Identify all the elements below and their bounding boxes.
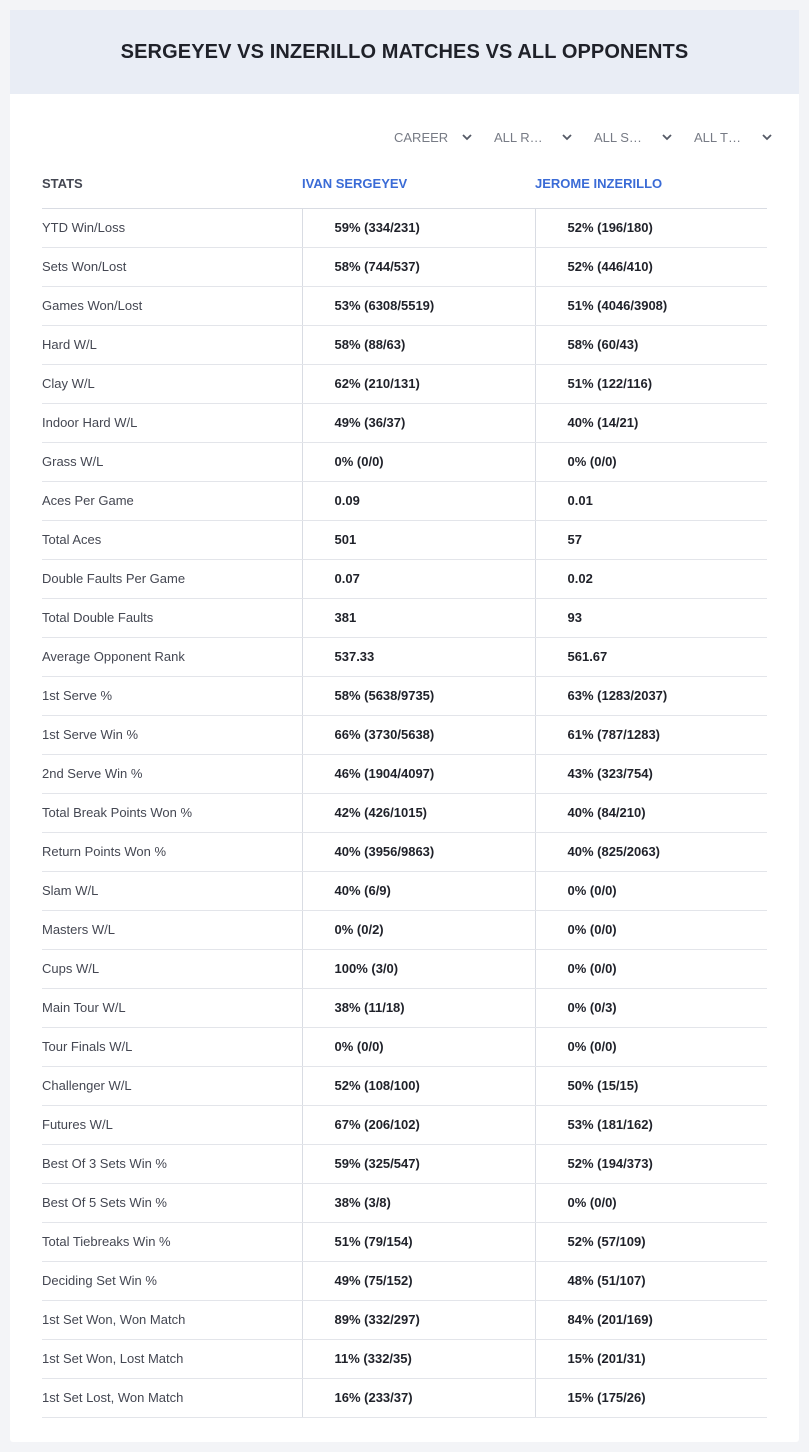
stat-label: Indoor Hard W/L	[42, 403, 302, 442]
player2-stat-value: 0.02	[535, 559, 767, 598]
player1-stat-value: 381	[302, 598, 535, 637]
player2-stat-value: 63% (1283/2037)	[535, 676, 767, 715]
stat-label: 1st Set Won, Won Match	[42, 1300, 302, 1339]
player1-stat-value: 46% (1904/4097)	[302, 754, 535, 793]
stats-table	[42, 160, 767, 1418]
player1-stat-value: 49% (75/152)	[302, 1261, 535, 1300]
player2-stat-value: 52% (446/410)	[535, 247, 767, 286]
filter-period-value: CAREER	[394, 129, 449, 145]
table-row	[42, 910, 767, 949]
stats-table-body	[42, 208, 767, 1417]
player2-stat-value: 40% (84/210)	[535, 793, 767, 832]
player2-stat-value: 0% (0/0)	[535, 442, 767, 481]
player1-stat-value: 0% (0/2)	[302, 910, 535, 949]
table-row	[42, 598, 767, 637]
stat-label: Total Aces	[42, 520, 302, 559]
player2-stat-value: 84% (201/169)	[535, 1300, 767, 1339]
table-row	[42, 793, 767, 832]
player1-stat-value: 52% (108/100)	[302, 1066, 535, 1105]
filter-tournament-select[interactable]	[684, 126, 784, 148]
stat-label: Grass W/L	[42, 442, 302, 481]
stat-label: Masters W/L	[42, 910, 302, 949]
player2-stat-value: 53% (181/162)	[535, 1105, 767, 1144]
table-row	[42, 403, 767, 442]
stat-label: Return Points Won %	[42, 832, 302, 871]
player1-stat-value: 537.33	[302, 637, 535, 676]
player2-stat-value: 93	[535, 598, 767, 637]
stat-label: 1st Set Won, Lost Match	[42, 1339, 302, 1378]
stat-label: Hard W/L	[42, 325, 302, 364]
table-row	[42, 1222, 767, 1261]
player2-stat-value: 61% (787/1283)	[535, 715, 767, 754]
player1-stat-value: 59% (325/547)	[302, 1144, 535, 1183]
player1-stat-value: 58% (5638/9735)	[302, 676, 535, 715]
player1-stat-value: 0% (0/0)	[302, 1027, 535, 1066]
stat-label: 1st Set Lost, Won Match	[42, 1378, 302, 1417]
stat-label: YTD Win/Loss	[42, 208, 302, 247]
stats-column-header: STATS	[42, 160, 302, 208]
table-row	[42, 286, 767, 325]
player1-stat-value: 53% (6308/5519)	[302, 286, 535, 325]
filter-bar	[384, 126, 784, 148]
player2-stat-value: 0% (0/0)	[535, 871, 767, 910]
table-row	[42, 871, 767, 910]
table-row	[42, 832, 767, 871]
player1-stat-value: 58% (88/63)	[302, 325, 535, 364]
player1-stat-value: 42% (426/1015)	[302, 793, 535, 832]
player2-stat-value: 15% (175/26)	[535, 1378, 767, 1417]
player1-stat-value: 40% (3956/9863)	[302, 832, 535, 871]
table-row	[42, 1066, 767, 1105]
stat-label: Slam W/L	[42, 871, 302, 910]
player1-stat-value: 0.07	[302, 559, 535, 598]
player2-stat-value: 15% (201/31)	[535, 1339, 767, 1378]
player2-stat-value: 57	[535, 520, 767, 559]
player2-column-header[interactable]: JEROME INZERILLO	[535, 160, 767, 208]
table-row	[42, 715, 767, 754]
table-row	[42, 949, 767, 988]
player1-stat-value: 38% (11/18)	[302, 988, 535, 1027]
player2-stat-value: 0% (0/3)	[535, 988, 767, 1027]
player1-stat-value: 66% (3730/5638)	[302, 715, 535, 754]
chevron-down-icon	[560, 130, 574, 144]
table-header-row	[42, 160, 767, 208]
table-row	[42, 1183, 767, 1222]
table-row	[42, 1027, 767, 1066]
table-row	[42, 559, 767, 598]
filter-tournament-value: ALL T…	[694, 129, 741, 145]
player1-stat-value: 67% (206/102)	[302, 1105, 535, 1144]
player1-column-header[interactable]: IVAN SERGEYEV	[302, 160, 535, 208]
stat-label: 1st Serve %	[42, 676, 302, 715]
table-row	[42, 247, 767, 286]
player2-stat-value: 40% (14/21)	[535, 403, 767, 442]
player2-stat-value: 40% (825/2063)	[535, 832, 767, 871]
stat-label: Deciding Set Win %	[42, 1261, 302, 1300]
table-row	[42, 1261, 767, 1300]
stat-label: Total Break Points Won %	[42, 793, 302, 832]
player2-stat-value: 561.67	[535, 637, 767, 676]
player2-stat-value: 0% (0/0)	[535, 1027, 767, 1066]
stats-card	[10, 10, 799, 1442]
table-row	[42, 676, 767, 715]
stat-label: Best Of 3 Sets Win %	[42, 1144, 302, 1183]
player2-stat-value: 0.01	[535, 481, 767, 520]
card-header	[10, 10, 799, 94]
player2-stat-value: 50% (15/15)	[535, 1066, 767, 1105]
stat-label: Challenger W/L	[42, 1066, 302, 1105]
player1-stat-value: 51% (79/154)	[302, 1222, 535, 1261]
stat-label: Futures W/L	[42, 1105, 302, 1144]
player1-stat-value: 58% (744/537)	[302, 247, 535, 286]
stat-label: 2nd Serve Win %	[42, 754, 302, 793]
table-row	[42, 1339, 767, 1378]
table-row	[42, 520, 767, 559]
filter-round-value: ALL R…	[494, 129, 543, 145]
player2-stat-value: 48% (51/107)	[535, 1261, 767, 1300]
player1-stat-value: 11% (332/35)	[302, 1339, 535, 1378]
player1-stat-value: 501	[302, 520, 535, 559]
table-row	[42, 754, 767, 793]
table-row	[42, 988, 767, 1027]
chevron-down-icon	[460, 130, 474, 144]
player2-stat-value: 43% (323/754)	[535, 754, 767, 793]
player1-stat-value: 16% (233/37)	[302, 1378, 535, 1417]
table-row	[42, 1300, 767, 1339]
stat-label: Cups W/L	[42, 949, 302, 988]
stat-label: Games Won/Lost	[42, 286, 302, 325]
player2-stat-value: 58% (60/43)	[535, 325, 767, 364]
stat-label: Tour Finals W/L	[42, 1027, 302, 1066]
player2-stat-value: 0% (0/0)	[535, 949, 767, 988]
stat-label: Main Tour W/L	[42, 988, 302, 1027]
filter-period-select[interactable]	[384, 126, 484, 148]
filter-surface-select[interactable]	[584, 126, 684, 148]
table-row	[42, 1144, 767, 1183]
page-title: SERGEYEV VS INZERILLO MATCHES VS ALL OPPONENTS	[120, 40, 689, 63]
player1-stat-value: 89% (332/297)	[302, 1300, 535, 1339]
player2-stat-value: 52% (57/109)	[535, 1222, 767, 1261]
stat-label: Clay W/L	[42, 364, 302, 403]
chevron-down-icon	[660, 130, 674, 144]
player1-stat-value: 62% (210/131)	[302, 364, 535, 403]
player1-stat-value: 38% (3/8)	[302, 1183, 535, 1222]
filter-round-select[interactable]	[484, 126, 584, 148]
player2-stat-value: 0% (0/0)	[535, 1183, 767, 1222]
stat-label: Aces Per Game	[42, 481, 302, 520]
player1-stat-value: 0.09	[302, 481, 535, 520]
table-row	[42, 442, 767, 481]
table-row	[42, 637, 767, 676]
player2-stat-value: 51% (122/116)	[535, 364, 767, 403]
stat-label: Total Double Faults	[42, 598, 302, 637]
stat-label: Double Faults Per Game	[42, 559, 302, 598]
filter-surface-value: ALL S…	[594, 129, 642, 145]
player1-stat-value: 0% (0/0)	[302, 442, 535, 481]
stat-label: 1st Serve Win %	[42, 715, 302, 754]
table-row	[42, 1378, 767, 1417]
table-row	[42, 208, 767, 247]
player2-stat-value: 52% (196/180)	[535, 208, 767, 247]
player2-stat-value: 52% (194/373)	[535, 1144, 767, 1183]
player1-stat-value: 100% (3/0)	[302, 949, 535, 988]
player1-stat-value: 40% (6/9)	[302, 871, 535, 910]
stat-label: Average Opponent Rank	[42, 637, 302, 676]
player1-stat-value: 59% (334/231)	[302, 208, 535, 247]
table-row	[42, 1105, 767, 1144]
stat-label: Best Of 5 Sets Win %	[42, 1183, 302, 1222]
player1-stat-value: 49% (36/37)	[302, 403, 535, 442]
table-row	[42, 325, 767, 364]
table-row	[42, 481, 767, 520]
stat-label: Total Tiebreaks Win %	[42, 1222, 302, 1261]
player2-stat-value: 0% (0/0)	[535, 910, 767, 949]
table-row	[42, 364, 767, 403]
stat-label: Sets Won/Lost	[42, 247, 302, 286]
player2-stat-value: 51% (4046/3908)	[535, 286, 767, 325]
chevron-down-icon	[760, 130, 774, 144]
